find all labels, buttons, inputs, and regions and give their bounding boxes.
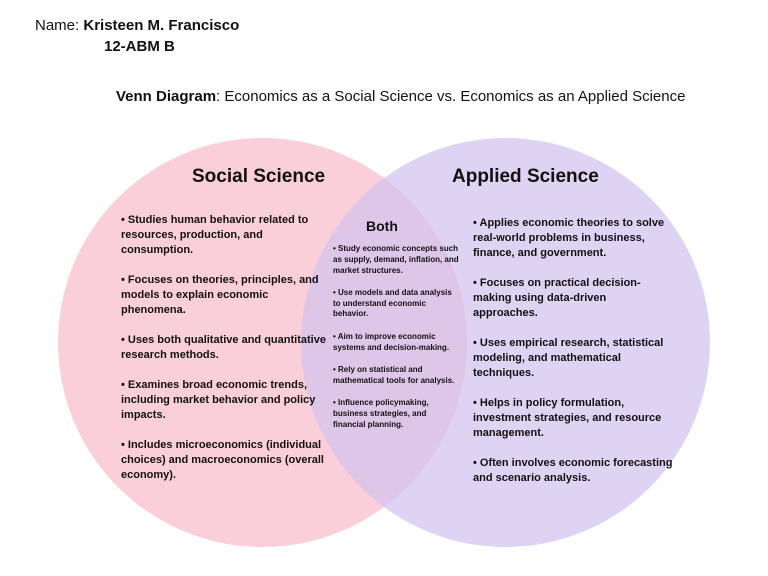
diagram-title-text: : Economics as a Social Science vs. Economics as an Applied Science bbox=[216, 88, 686, 105]
list-item: • Helps in policy formulation, investment strategies, and resource management. bbox=[473, 397, 662, 439]
social-science-list bbox=[121, 213, 331, 498]
list-item: • Study economic concepts such as supply, demand, inflation, and market structures. bbox=[333, 244, 459, 275]
applied-science-list bbox=[473, 216, 673, 501]
list-item: • Influence policymaking, business strategies, and financial planning. bbox=[333, 397, 429, 429]
both-list bbox=[333, 244, 459, 442]
student-section: 12-ABM B bbox=[104, 38, 175, 55]
list-item: • Uses empirical research, statistical modeling, and mathematical techniques. bbox=[473, 337, 664, 379]
list-item: • Examines broad economic trends, including market behavior and policy impacts. bbox=[121, 379, 316, 421]
list-item: • Use models and data analysis to understand economic behavior. bbox=[333, 287, 452, 319]
list-item: • Applies economic theories to solve real-world problems in business, finance, and government. bbox=[473, 217, 665, 259]
list-item: • Often involves economic forecasting and scenario analysis. bbox=[473, 457, 673, 484]
both-heading: Both bbox=[366, 218, 398, 234]
social-science-heading: Social Science bbox=[192, 166, 326, 187]
list-item: • Includes microeconomics (individual choices) and macroeconomics (overall economy). bbox=[121, 439, 324, 481]
list-item: • Aim to improve economic systems and decision-making. bbox=[333, 331, 450, 352]
diagram-title bbox=[116, 88, 685, 105]
list-item: • Studies human behavior related to resources, production, and consumption. bbox=[121, 214, 309, 256]
name-label: Name: bbox=[35, 17, 80, 34]
list-item: • Focuses on theories, principles, and models to explain economic phenomena. bbox=[121, 274, 319, 316]
diagram-title-label: Venn Diagram bbox=[116, 88, 217, 105]
student-name bbox=[35, 17, 239, 34]
list-item: • Uses both qualitative and quantitative research methods. bbox=[121, 334, 326, 361]
list-item: • Focuses on practical decision-making using data-driven approaches. bbox=[473, 277, 641, 319]
applied-science-heading: Applied Science bbox=[452, 166, 599, 187]
name-value: Kristeen M. Francisco bbox=[83, 17, 240, 34]
list-item: • Rely on statistical and mathematical tools for analysis. bbox=[333, 364, 455, 385]
